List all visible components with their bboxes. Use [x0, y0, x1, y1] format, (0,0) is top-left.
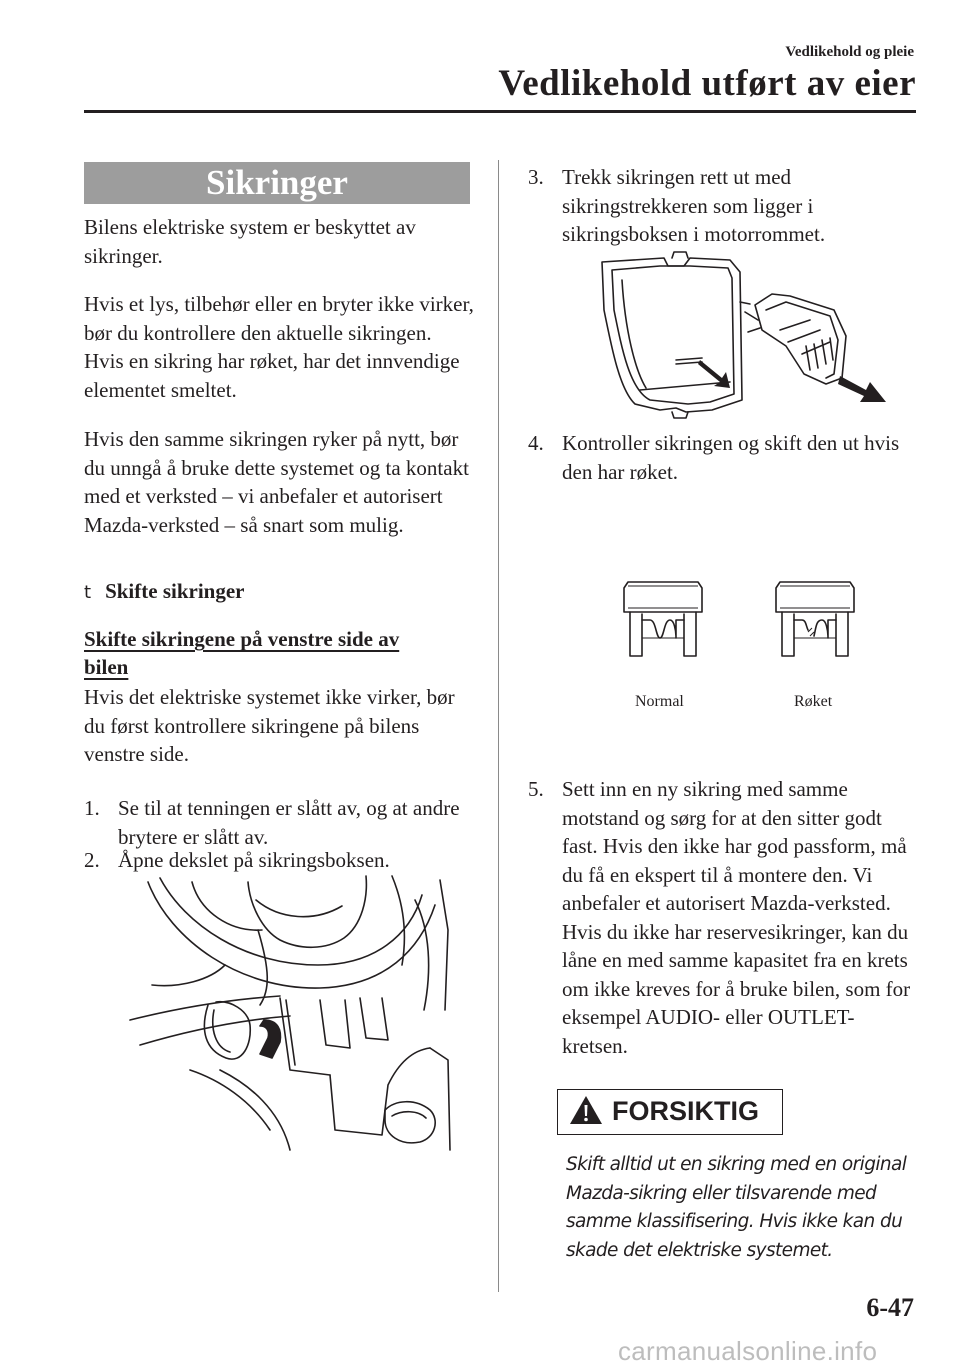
step-3-text: Trekk sikringen rett ut med sikringstrekkeren som ligger i sikringsboksen i motorrommet. — [562, 165, 826, 246]
header-title: Vedlikehold utført av eier — [498, 63, 916, 104]
step-5 — [528, 775, 918, 1060]
header-section-label: Vedlikehold og pleie — [785, 44, 914, 60]
step-2-text: Åpne dekslet på sikringsboksen. — [118, 848, 390, 872]
caution-text: Skift alltid ut en sikring med en original Mazda-sikring eller tilsvarende med samme klassifisering. Hvis ikke kan du skade det elektriske systemet. — [566, 1154, 907, 1261]
watermark: carmanualsonline.info — [618, 1336, 878, 1366]
page-number: 6-47 — [866, 1293, 914, 1322]
step-1 — [84, 794, 474, 851]
fuse-label-blown: Røket — [794, 693, 833, 710]
subsection-bullet: t — [84, 582, 92, 603]
step-4-text: Kontroller sikringen og skift den ut hvis den har røket. — [562, 431, 900, 484]
step-1-text: Se til at tenningen er slått av, og at andre brytere er slått av. — [118, 796, 460, 849]
intro-paragraph-2: Hvis et lys, tilbehør eller en bryter ikke virker, bør du kontrollere den aktuelle sikringen. Hvis en sikring har røket, har det innvendige elementet smeltet. — [84, 292, 474, 402]
warning-icon — [568, 1094, 604, 1126]
header-rule — [84, 110, 916, 113]
step-3-number: 3. — [528, 165, 544, 189]
step-4 — [528, 429, 918, 486]
left-paragraph: Hvis det elektriske systemet ikke virker, bør du først kontrollere sikringene på bilens venstre side. — [84, 685, 455, 766]
section-title: Sikringer — [84, 162, 470, 204]
column-divider — [498, 160, 499, 1292]
caution-label: FORSIKTIG — [612, 1096, 759, 1126]
step-3 — [528, 163, 918, 249]
fuse-cover-illustration — [130, 870, 460, 1160]
step-2-number: 2. — [84, 848, 100, 872]
intro-paragraph-3: Hvis den samme sikringen ryker på nytt, bør du unngå å bruke dette systemet og ta kontakt med et verksted – vi anbefaler et autorisert Mazda-verksted – så snart som mulig. — [84, 427, 469, 537]
fuse-blown-illustration — [772, 580, 858, 660]
fuse-normal-illustration — [620, 580, 706, 660]
step-4-number: 4. — [528, 431, 544, 455]
subsection-heading — [84, 579, 244, 604]
fuse-label-normal: Normal — [635, 693, 684, 710]
subsubsection-heading: Skifte sikringene på venstre side av bilen — [84, 627, 400, 679]
step-5-text: Sett inn en ny sikring med samme motstand og sørg for at den sitter godt fast. Hvis den ikke har god passform, må du få en ekspert til å montere den. Vi anbefaler et autorisert Mazda-verksted. Hvis du ikke har reservesikringer, kan du låne en med samme kapasitet fra en krets om ikke kreves for å bruke bilen, som for eksempel AUDIO- eller OUTLET-kretsen. — [562, 777, 911, 1058]
step-5-number: 5. — [528, 777, 544, 801]
subsection-title: Skifte sikringer — [105, 579, 245, 603]
intro-paragraph-1: Bilens elektriske system er beskyttet av sikringer. — [84, 215, 416, 268]
step-1-number: 1. — [84, 796, 100, 820]
fuse-puller-illustration — [590, 250, 890, 425]
